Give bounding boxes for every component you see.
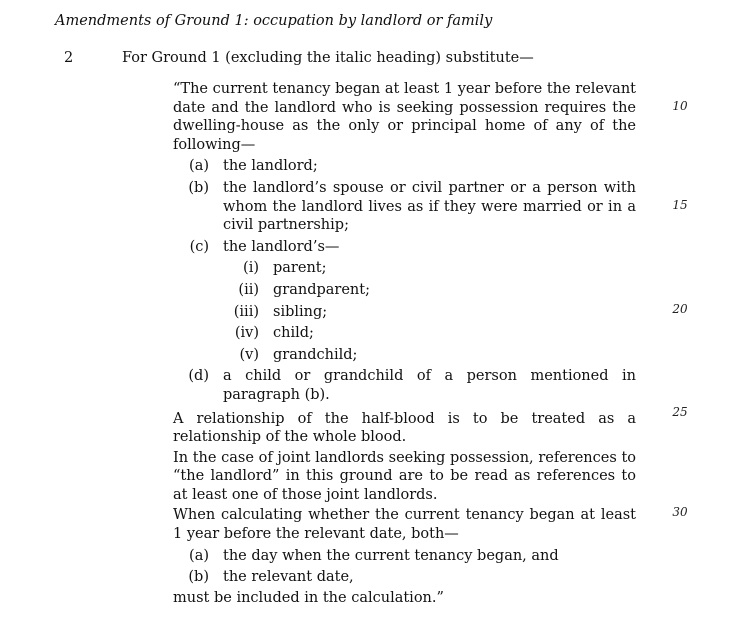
half-blood-paragraph: A relationship of the half-blood is to be treated as a relationship of the whole blood. xyxy=(173,410,636,446)
calculation-paragraph: When calculating whether the current tenancy began at least 1 year before the relevant date, both— xyxy=(173,507,636,543)
substituted-ground-text xyxy=(173,80,636,607)
calc-item-b: (b) the relevant date, xyxy=(188,569,354,586)
section-heading: Amendments of Ground 1: occupation by landlord or family xyxy=(55,13,493,29)
calc-item-a: (a) the day when the current tenancy began, and xyxy=(189,547,559,564)
line-number: 25 xyxy=(672,405,688,419)
sub-item-ii: (ii) grandparent; xyxy=(238,281,370,298)
paragraph-intro: For Ground 1 (excluding the italic heading) substitute— xyxy=(122,50,534,66)
sub-item-iii: (iii) sibling; xyxy=(233,303,328,320)
sub-item-i: (i) parent; xyxy=(243,260,327,277)
line-number: 15 xyxy=(672,198,688,212)
line-number: 20 xyxy=(672,302,688,316)
line-number: 10 xyxy=(672,99,688,113)
sub-item-v: (v) grandchild; xyxy=(239,346,358,363)
list-item-b: (b) the landlord’s spouse or civil partner or a person with whom the landlord lives as if they were married or in a civil partnership; xyxy=(188,179,636,234)
closing-line: must be included in the calculation.” xyxy=(173,589,444,606)
opening-paragraph: “The current tenancy began at least 1 year before the relevant date and the landlord who is seeking possession requires the dwelling-house as the only or principal home of any of the following— xyxy=(173,81,636,153)
joint-landlords-paragraph: In the case of joint landlords seeking possession, references to “the landlord” in this ground are to be read as references to at least one of those joint landlords. xyxy=(173,449,636,503)
paragraph-number: 2 xyxy=(64,50,74,66)
sub-item-iv: (iv) child; xyxy=(234,325,314,342)
list-item-c: (c) the landlord’s— xyxy=(189,238,340,255)
list-item-d: (d) a child or grandchild of a person mentioned in paragraph (b). xyxy=(188,368,636,403)
line-number: 30 xyxy=(672,505,688,519)
list-item-a: (a) the landlord; xyxy=(189,158,318,175)
